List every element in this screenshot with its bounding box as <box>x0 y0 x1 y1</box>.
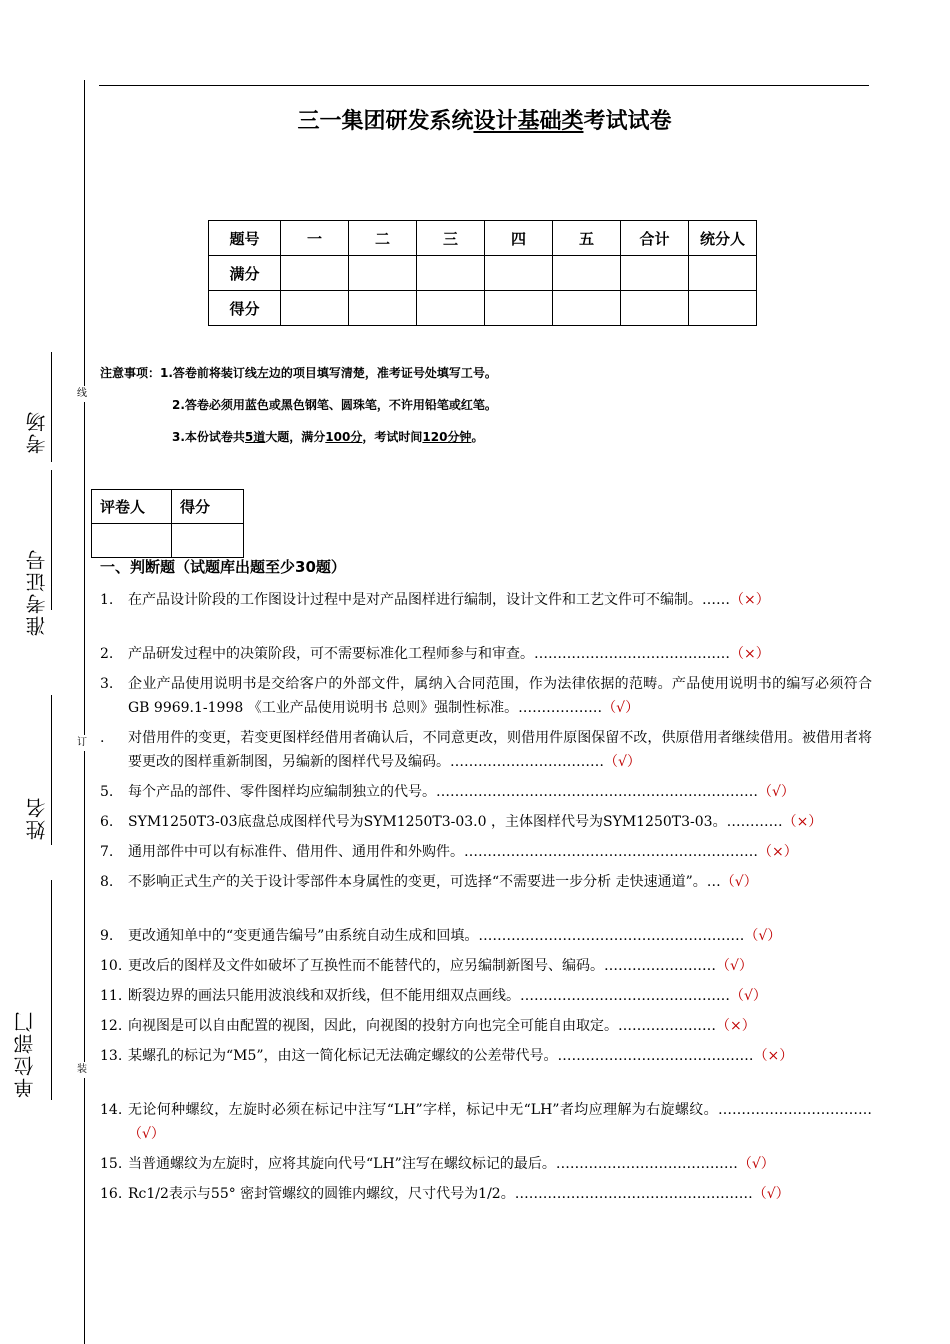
question-item: 5. 每个产品的部件、零件图样均应编制独立的代号。……………………………………………………………（√） <box>100 784 795 800</box>
score-header-cell: 四 <box>485 221 553 256</box>
answer-mark: （√） <box>720 874 758 890</box>
score-header-cell: 统分人 <box>689 221 757 256</box>
question-item: 12. 向视图是可以自由配置的视图，因此，向视图的投射方向也完全可能自由取定。…………………（×） <box>100 1018 756 1034</box>
answer-mark: （√） <box>128 1126 165 1142</box>
side-blank-dept[interactable] <box>51 880 52 1100</box>
question-item: 6. SYM1250T3-03底盘总成图样代号为SYM1250T3-03.0 ，主体图样代号为SYM1250T3-03。…………（×） <box>100 814 823 830</box>
score-cell[interactable] <box>485 291 553 326</box>
notes-label: 注意事项： <box>100 366 161 380</box>
question-item: 11. 断裂边界的画法只能用波浪线和双折线，但不能用细双点画线。………………………………………（√） <box>100 988 767 1004</box>
score-cell[interactable] <box>281 256 349 291</box>
grader-cell[interactable] <box>92 524 172 558</box>
answer-mark: （√） <box>737 1156 775 1172</box>
question-item: 3. 企业产品使用说明书是交给客户的外部文件，属纳入合同范围，作为法律依据的范畴。产品使用说明书的编写必须符合GB 9969.1-1998 《工业产品使用说明书 总则》强制性标准。………………（√） <box>100 676 872 716</box>
score-row-label: 满分 <box>209 256 281 291</box>
section-heading: 一、判断题（试题库出题至少30题） <box>100 558 346 576</box>
score-table-got-row <box>209 291 757 326</box>
page-title: 三一集团研发系统设计基础类考试试卷 <box>297 109 672 134</box>
question-item: 9. 更改通知单中的“变更通告编号”由系统自动生成和回填。…………………………………………………（√） <box>100 928 782 944</box>
question-item: 8. 不影响正式生产的关于设计零部件本身属性的变更，可选择“不需要进一步分析 走快速通道”。…（√） <box>100 874 758 890</box>
score-header-cell: 三 <box>417 221 485 256</box>
grader-score-label: 得分 <box>172 490 244 524</box>
binding-word-bind: 装 <box>77 1062 87 1078</box>
score-cell[interactable] <box>417 256 485 291</box>
question-item: 13. 某螺孔的标记为“M5”，由这一简化标记无法确定螺纹的公差带代号。……………………………………（×） <box>100 1048 794 1064</box>
answer-mark: （√） <box>752 1186 790 1202</box>
notes-item: 2.答卷必须用蓝色或黑色钢笔、圆珠笔，不许用铅笔或红笔。 <box>172 398 497 412</box>
answer-mark: （√） <box>730 988 767 1004</box>
grader-table <box>91 489 244 558</box>
question-item: 10. 更改后的图样及文件如破坏了互换性而不能替代的，应另编制新图号、编码。……………………（√） <box>100 958 753 974</box>
question-item: 15. 当普通螺纹为左旋时，应将其旋向代号“LH”注写在螺纹标记的最后。…………………………………（√） <box>100 1156 775 1172</box>
answer-mark: （×） <box>730 592 770 608</box>
score-cell[interactable] <box>689 291 757 326</box>
top-rule <box>99 85 869 86</box>
answer-mark: （×） <box>753 1048 794 1064</box>
score-cell[interactable] <box>485 256 553 291</box>
notes-item-3: 3.本份试卷共5道大题，满分100分，考试时间120分钟。 <box>172 430 484 444</box>
side-label-dept: 单位部门 <box>13 1010 37 1098</box>
score-header-cell: 一 <box>281 221 349 256</box>
score-cell[interactable] <box>553 291 621 326</box>
score-cell[interactable] <box>349 291 417 326</box>
notes-item: 1.答卷前将装订线左边的项目填写清楚，准考证号处填写工号。 <box>160 366 497 380</box>
score-header-cell: 合计 <box>621 221 689 256</box>
grader-label: 评卷人 <box>92 490 172 524</box>
score-cell[interactable] <box>621 256 689 291</box>
answer-mark: （×） <box>716 1018 756 1034</box>
answer-mark: （√） <box>602 700 640 716</box>
score-table <box>208 220 757 326</box>
score-row-label: 得分 <box>209 291 281 326</box>
side-label-ticket: 准考证号 <box>25 548 49 636</box>
question-item: . 对借用件的变更，若变更图样经借用者确认后，不同意更改，则借用件原图保留不改，供原借用者继续借用。被借用者将要更改的图样重新制图，另编新的图样代号及编码。……………………………（√） <box>100 730 872 770</box>
binding-line <box>84 80 85 1344</box>
side-blank-ticket[interactable] <box>51 470 52 610</box>
side-blank-name[interactable] <box>51 695 52 845</box>
answer-mark: （√） <box>758 784 795 800</box>
answer-mark: （√） <box>716 958 753 974</box>
answer-mark: （×） <box>782 814 823 830</box>
notes-line-1 <box>100 364 497 381</box>
answer-mark: （×） <box>758 844 798 860</box>
question-item: 16. Rc1/2表示与55° 密封管螺纹的圆锥内螺纹，尺寸代号为1/2。……………………………………………（√） <box>100 1186 790 1202</box>
question-item: 7. 通用部件中可以有标准件、借用件、通用件和外购件。………………………………………………………（×） <box>100 844 798 860</box>
score-header-cell: 题号 <box>209 221 281 256</box>
grader-score-cell[interactable] <box>172 524 244 558</box>
binding-word-order: 订 <box>77 735 87 751</box>
score-header-cell: 五 <box>553 221 621 256</box>
answer-mark: （√） <box>744 928 782 944</box>
side-blank-exam-room[interactable] <box>51 352 52 462</box>
score-cell[interactable] <box>281 291 349 326</box>
answer-mark: （×） <box>730 646 770 662</box>
score-cell[interactable] <box>417 291 485 326</box>
side-label-exam-room: 考场 <box>25 410 49 454</box>
score-cell[interactable] <box>621 291 689 326</box>
side-label-name: 姓名 <box>25 796 49 840</box>
score-table-full-row <box>209 256 757 291</box>
score-table-header-row <box>209 221 757 256</box>
answer-mark: （√） <box>604 754 641 770</box>
question-item: 14. 无论何种螺纹，左旋时必须在标记中注写“LH”字样，标记中无“LH”者均应理解为右旋螺纹。……………………………（√） <box>100 1102 872 1142</box>
question-item: 2. 产品研发过程中的决策阶段，可不需要标准化工程师参与和审查。……………………………………（×） <box>100 646 770 662</box>
question-item: 1. 在产品设计阶段的工作图设计过程中是对产品图样进行编制，设计文件和工艺文件可不编制。……（×） <box>100 592 770 608</box>
binding-word-line: 线 <box>77 386 87 402</box>
score-cell[interactable] <box>689 256 757 291</box>
score-cell[interactable] <box>553 256 621 291</box>
score-header-cell: 二 <box>349 221 417 256</box>
score-cell[interactable] <box>349 256 417 291</box>
